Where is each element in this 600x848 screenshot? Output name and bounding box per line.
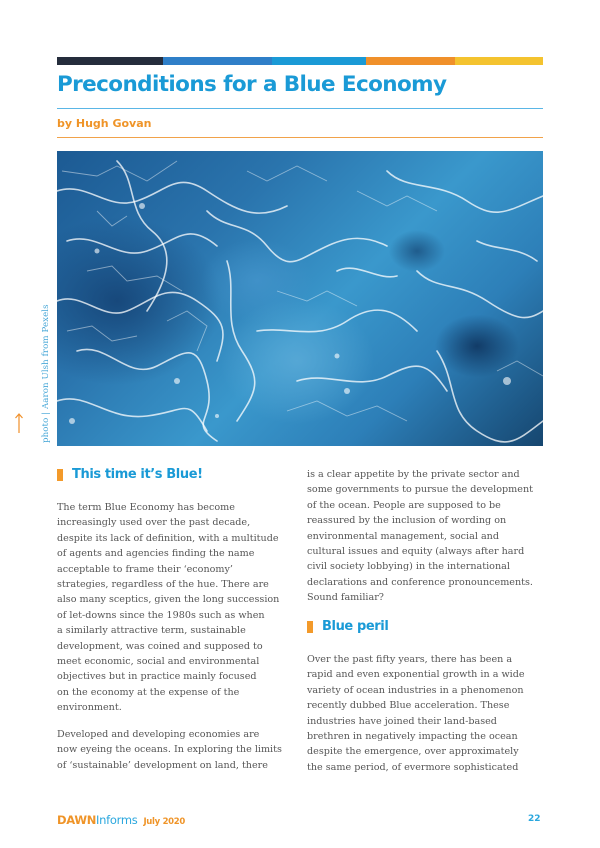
title-divider xyxy=(57,108,543,109)
text-line: development, was coined and supposed to xyxy=(57,640,263,652)
arrow-up-icon xyxy=(13,412,25,434)
text-line: reassured by the inclusion of wording on xyxy=(307,515,507,527)
text-line: now eyeing the oceans. In exploring the limits xyxy=(57,744,282,756)
section-heading-text: This time it’s Blue! xyxy=(72,467,203,482)
color-bar-segment-cyan xyxy=(272,57,366,65)
text-line: Over the past fifty years, there has been a xyxy=(307,654,513,665)
header-color-bar xyxy=(57,57,543,65)
text-line: Developed and developing economies are xyxy=(57,729,260,740)
paragraph-1 xyxy=(57,500,307,716)
color-bar-segment-orange xyxy=(366,57,455,65)
text-line: is a clear appetite by the private sector and xyxy=(307,469,520,480)
text-line: cultural issues and equity (always after hard xyxy=(307,546,525,558)
text-line: civil society lobbying) in the international xyxy=(307,561,510,573)
text-line: The term Blue Economy has become xyxy=(57,502,235,513)
brand-dawn: DAWN xyxy=(57,813,97,827)
text-line: recently dubbed Blue acceleration. These xyxy=(307,700,510,712)
text-line: on the economy at the expense of the xyxy=(57,686,240,698)
text-line: increasingly used over the past decade, xyxy=(57,517,251,529)
text-line: Sound familiar? xyxy=(307,592,384,604)
text-line: variety of ocean industries in a phenomenon xyxy=(307,684,524,696)
text-line: a similarly attractive term, sustainable xyxy=(57,625,246,637)
text-line: strategies, regardless of the hue. There are xyxy=(57,579,269,591)
article-title: Preconditions for a Blue Economy xyxy=(57,72,447,97)
paragraph-3 xyxy=(307,652,557,775)
heading-marker-icon xyxy=(307,621,313,633)
text-line: declarations and conference pronouncements. xyxy=(307,576,533,588)
text-line: despite the emergence, over approximately xyxy=(307,746,519,758)
text-line: of let-downs since the 1980s such as when xyxy=(57,609,265,621)
text-line: brethren in negatively impacting the ocean xyxy=(307,731,518,743)
article-byline: by Hugh Govan xyxy=(57,117,152,130)
text-line: the same period, of evermore sophisticated xyxy=(307,761,519,773)
photo-credit: photo | Aaron Ulsh from Pexels xyxy=(41,304,51,443)
issue-date: July 2020 xyxy=(143,817,186,827)
heading-marker-icon xyxy=(57,469,63,481)
text-line: environmental management, social and xyxy=(307,530,499,542)
page-number: 22 xyxy=(528,814,541,824)
section-heading-blue-peril xyxy=(307,619,388,634)
text-line: acceptable to frame their ‘economy’ xyxy=(57,563,233,575)
text-line: objectives but in practice mainly focused xyxy=(57,671,257,683)
color-bar-segment-dark xyxy=(57,57,163,65)
ocean-photo xyxy=(57,151,543,446)
text-line: of ‘sustainable’ development on land, there xyxy=(57,759,268,771)
text-line: of the ocean. People are supposed to be xyxy=(307,499,501,511)
text-line: also many sceptics, given the long succession xyxy=(57,594,280,606)
paragraph-2-start xyxy=(57,727,307,773)
text-line: of agents and agencies finding the name xyxy=(57,548,255,560)
footer-publication xyxy=(57,813,185,827)
text-line: meet economic, social and environmental xyxy=(57,656,260,668)
paragraph-2-continued xyxy=(307,467,557,606)
text-line: rapid and even exponential growth in a wide xyxy=(307,669,525,681)
text-line: some governments to pursue the development xyxy=(307,484,533,496)
color-bar-segment-blue xyxy=(163,57,272,65)
text-line: environment. xyxy=(57,702,122,714)
brand-informs: Informs xyxy=(96,813,138,827)
text-line: despite its lack of definition, with a multitude xyxy=(57,532,279,544)
ocean-foam-texture xyxy=(57,151,543,446)
section-heading-text: Blue peril xyxy=(322,619,389,634)
color-bar-segment-yellow xyxy=(455,57,543,65)
byline-divider xyxy=(57,137,543,138)
section-heading-this-time-its-blue xyxy=(57,467,203,482)
text-line: industries have joined their land-based xyxy=(307,715,497,727)
